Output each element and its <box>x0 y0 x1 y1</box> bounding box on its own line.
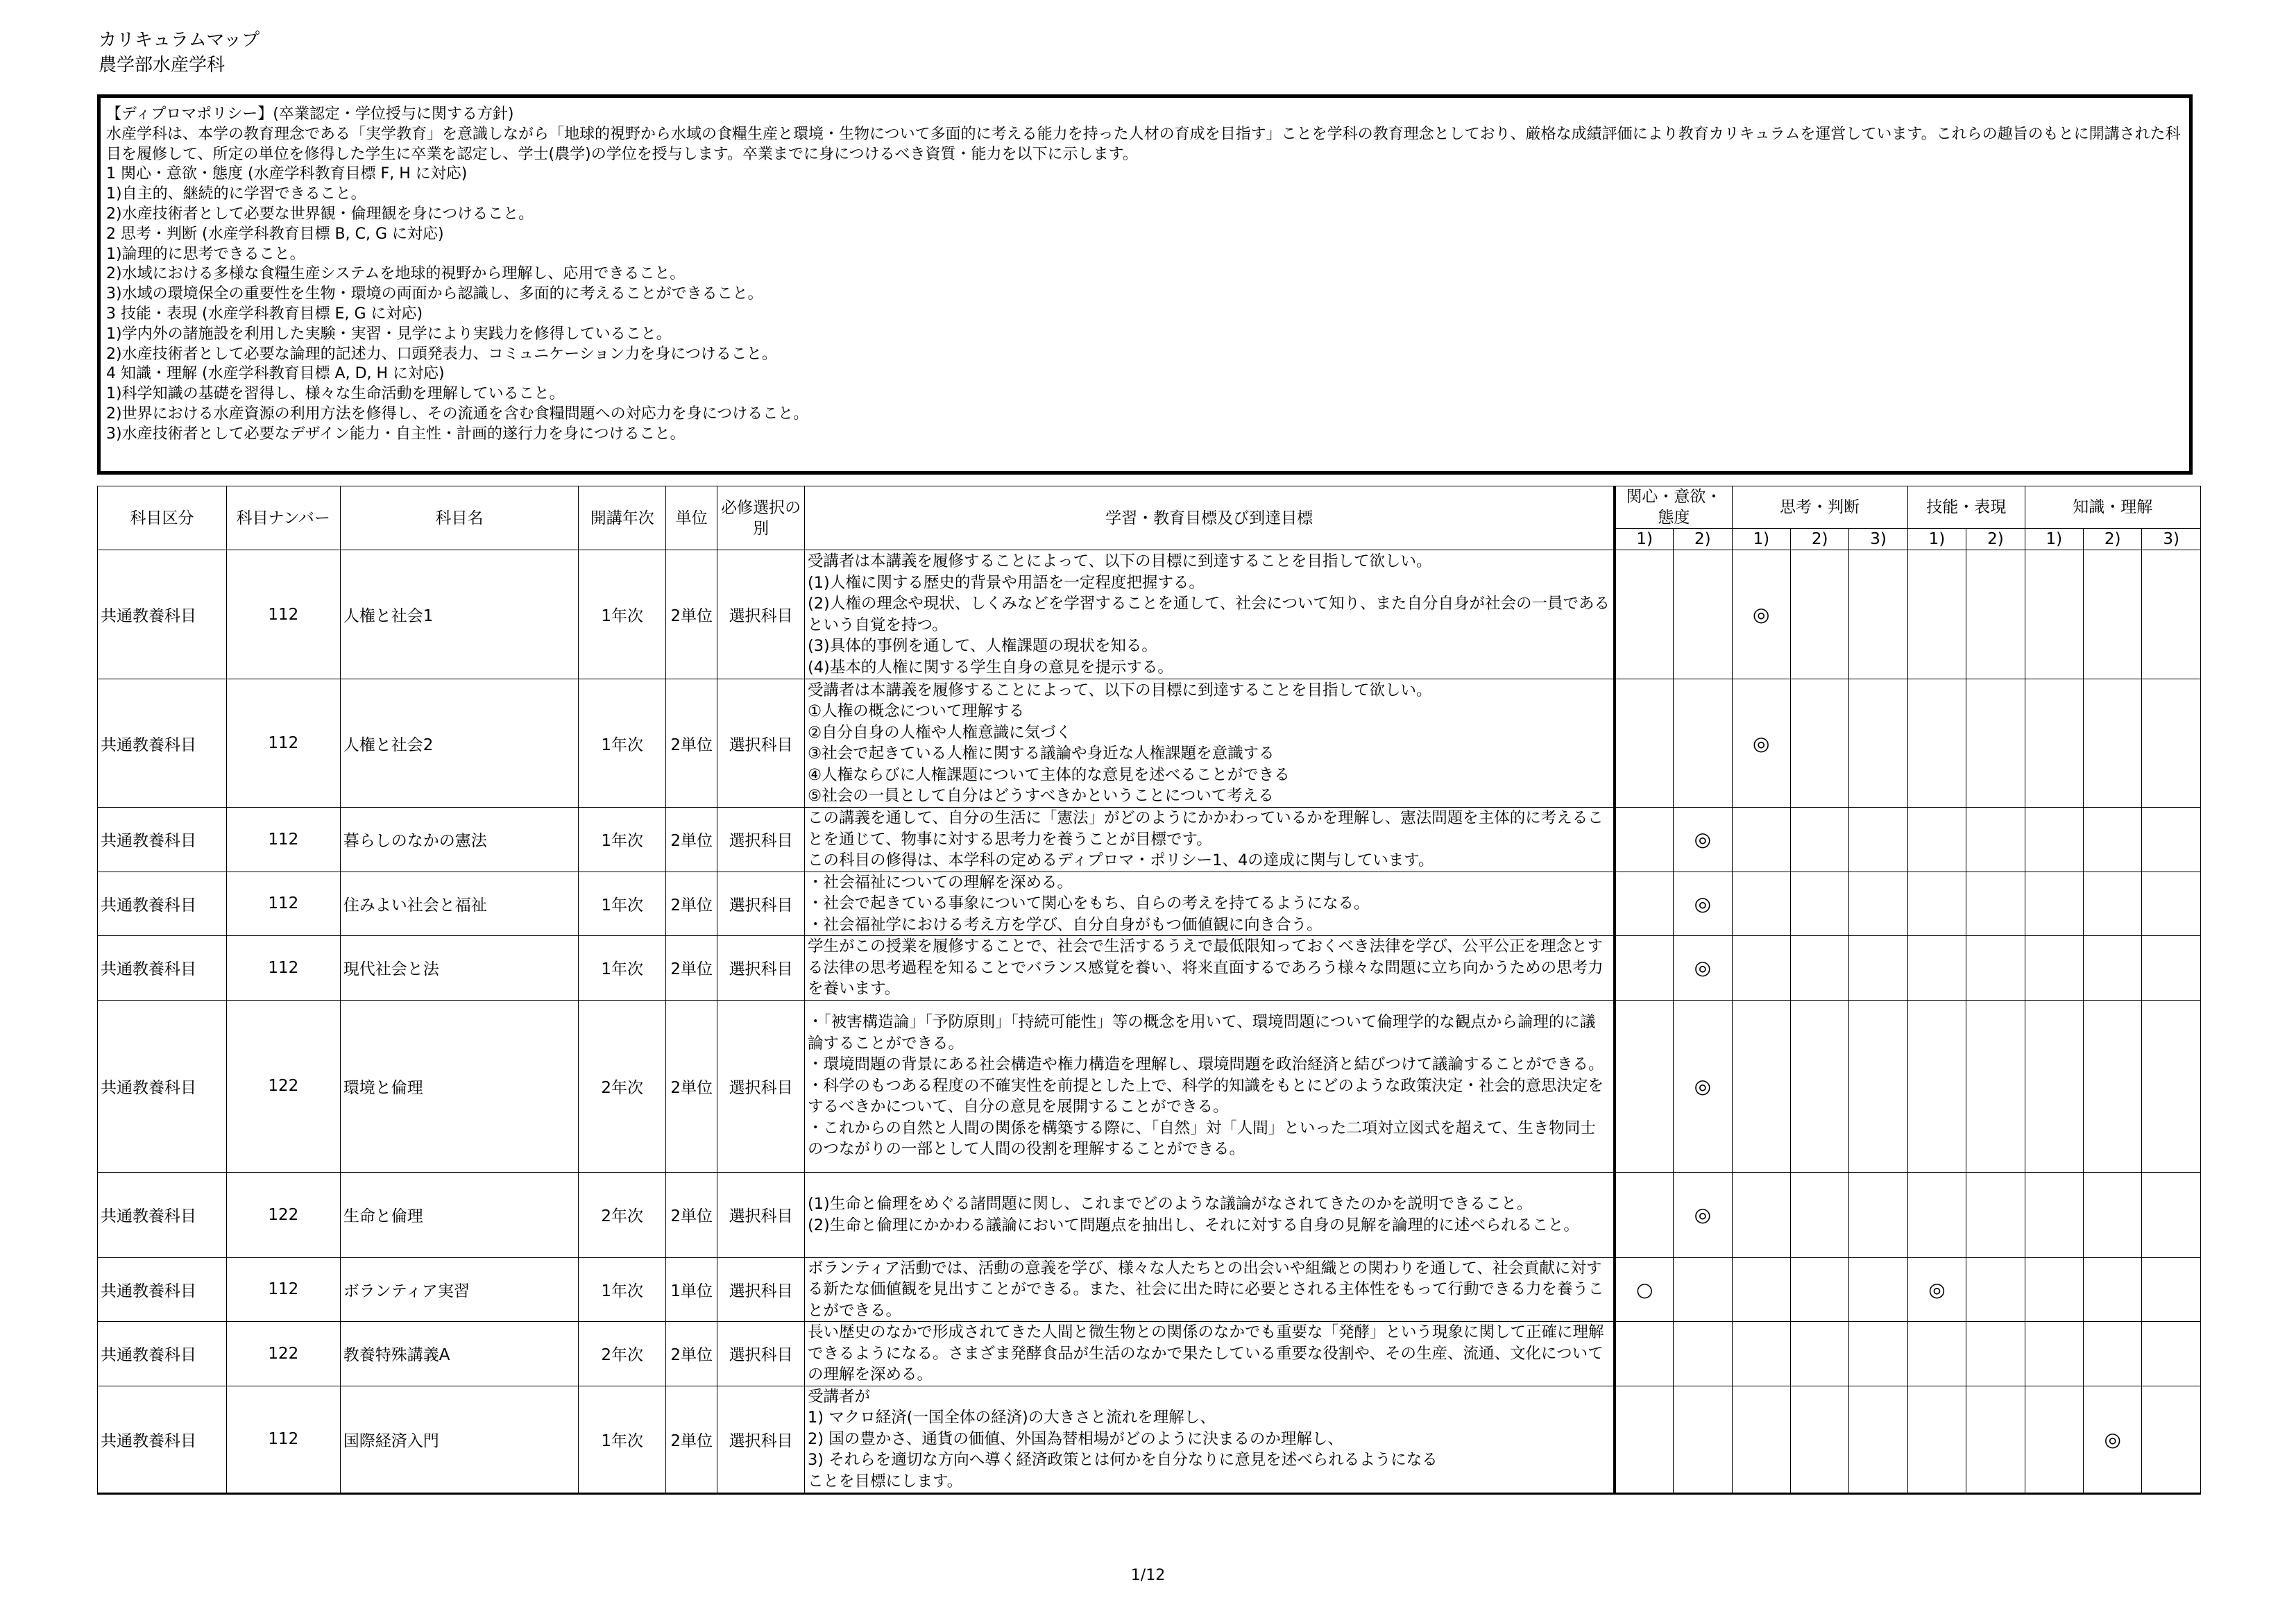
policy-mark-cell <box>1674 679 1732 808</box>
policy-mark-cell <box>1966 872 2025 936</box>
goal-line: ボランティア活動では、活動の意義を学び、様々な人たちとの出会いや組織との関わりを通して、社会貢献に対する新たな価値観を見出すことができる。また、社会に出た時に必要とされる主体性をもって行動できる力を養うことができる。 <box>807 1259 1604 1320</box>
policy-mark-cell <box>1849 808 1907 872</box>
subject-unit: 2単位 <box>666 872 717 936</box>
subject-number: 112 <box>226 936 340 1001</box>
policy-line: 水産学科は、本学の教育理念である「実学教育」を意識しながら「地球的視野から水域の食糧生産と環境・生物について多面的に考える能力を持った人材の育成を目指す」ことを学科の教育理念としており、厳格な成績評価により教育カリキュラムを運営しています。これらの趣旨のもとに開講された科目を履修して、所定の単位を修得した学生に卒業を認定し、学士(農学)の学位を授与します。卒業までに身につけるべき資質・能力を以下に示します。 <box>106 125 2181 163</box>
subject-number: 112 <box>226 550 340 679</box>
policy-mark-cell <box>1966 1386 2025 1493</box>
subject-category: 共通教養科目 <box>98 808 227 872</box>
policy-mark-cell <box>2084 808 2142 872</box>
policy-mark-cell <box>1966 936 2025 1001</box>
header-unit: 単位 <box>666 486 717 550</box>
policy-mark-cell <box>1615 1172 1673 1257</box>
subject-year: 1年次 <box>579 872 666 936</box>
policy-mark-cell <box>2025 936 2083 1001</box>
policy-mark-cell <box>2142 550 2201 679</box>
subject-year: 1年次 <box>579 550 666 679</box>
policy-mark-cell: ○ <box>1615 1257 1673 1322</box>
policy-mark-cell <box>1849 1257 1907 1322</box>
policy-mark-cell <box>2025 1257 2083 1322</box>
policy-mark-cell <box>1849 1172 1907 1257</box>
curriculum-table <box>97 486 2201 1495</box>
goal-line: (1)人権に関する歴史的背景や用語を一定程度把握する。 <box>807 573 1205 592</box>
policy-mark-cell <box>1849 872 1907 936</box>
policy-mark-cell <box>1615 1386 1673 1493</box>
subject-category: 共通教養科目 <box>98 1257 227 1322</box>
policy-mark-cell <box>1790 679 1848 808</box>
header-name: 科目名 <box>340 486 579 550</box>
department-name: 農学部水産学科 <box>99 55 226 76</box>
goal-line: ・科学のもつある程度の不確実性を前提とした上で、科学的知識をもとにどのような政策決定・社会的意思決定をするべきかについて、自分の意見を展開することができる。 <box>807 1076 1604 1116</box>
header-required: 必修選択の別 <box>717 486 805 550</box>
policy-mark-cell: ◎ <box>2084 1386 2142 1493</box>
policy-mark-cell <box>1790 808 1848 872</box>
subject-year: 1年次 <box>579 679 666 808</box>
policy-line: 2)水産技術者として必要な論理的記述力、口頭発表力、コミュニケーション力を身につけること。 <box>106 345 777 363</box>
table-body <box>98 550 2201 1494</box>
policy-mark-cell <box>1615 1000 1673 1172</box>
subject-goals <box>804 872 1615 936</box>
policy-mark-cell <box>2025 1322 2083 1386</box>
subject-goals <box>804 936 1615 1001</box>
policy-mark-cell <box>1907 1322 1966 1386</box>
subject-required: 選択科目 <box>717 936 805 1001</box>
sub-header: 2) <box>1966 529 2025 550</box>
policy-mark-cell <box>1732 1322 1790 1386</box>
policy-mark-cell <box>1790 1322 1848 1386</box>
policy-mark-cell <box>1674 550 1732 679</box>
subject-category: 共通教養科目 <box>98 936 227 1001</box>
policy-mark-cell <box>2084 1000 2142 1172</box>
policy-mark-cell <box>1907 872 1966 936</box>
subject-name: 環境と倫理 <box>340 1000 579 1172</box>
goal-line: この講義を通して、自分の生活に「憲法」がどのようにかかわっているかを理解し、憲法問題を主体的に考えることを通じて、物事に対する思考力を養うことが目標です。 <box>807 809 1604 849</box>
sub-header: 3) <box>2142 529 2201 550</box>
header-knowledge: 知識・理解 <box>2025 486 2200 529</box>
subject-name: 現代社会と法 <box>340 936 579 1001</box>
policy-mark-cell <box>2142 808 2201 872</box>
table-row <box>98 1386 2201 1493</box>
policy-mark-cell <box>1849 1000 1907 1172</box>
subject-number: 122 <box>226 1000 340 1172</box>
subject-name: 教養特殊講義A <box>340 1322 579 1386</box>
subject-number: 112 <box>226 872 340 936</box>
subject-goals <box>804 1257 1615 1322</box>
table-row <box>98 550 2201 679</box>
goal-line: ・環境問題の背景にある社会構造や権力構造を理解し、環境問題を政治経済と結びつけて議論することができる。 <box>807 1055 1604 1074</box>
goal-line: 受講者が <box>807 1387 870 1406</box>
subject-number: 112 <box>226 1386 340 1493</box>
policy-mark-cell <box>1790 1257 1848 1322</box>
subject-unit: 2単位 <box>666 1386 717 1493</box>
policy-mark-cell <box>2142 1000 2201 1172</box>
policy-mark-cell <box>2084 1322 2142 1386</box>
goal-line: 受講者は本講義を履修することによって、以下の目標に到達することを目指して欲しい。 <box>807 552 1432 570</box>
subject-name: 人権と社会1 <box>340 550 579 679</box>
subject-category: 共通教養科目 <box>98 550 227 679</box>
policy-mark-cell <box>1790 550 1848 679</box>
policy-mark-cell <box>1732 808 1790 872</box>
subject-unit: 2単位 <box>666 936 717 1001</box>
policy-mark-cell <box>1966 1257 2025 1322</box>
policy-mark-cell <box>1790 936 1848 1001</box>
subject-unit: 2単位 <box>666 808 717 872</box>
header-interest: 関心・意欲・態度 <box>1615 486 1732 529</box>
sub-header: 2) <box>1674 529 1732 550</box>
subject-name: 生命と倫理 <box>340 1172 579 1257</box>
policy-mark-cell <box>1907 936 1966 1001</box>
policy-mark-cell <box>1732 1386 1790 1493</box>
table-row <box>98 808 2201 872</box>
policy-line: 1)学内外の諸施設を利用した実験・実習・見学により実践力を修得していること。 <box>106 325 672 343</box>
policy-mark-cell <box>1849 1322 1907 1386</box>
subject-goals <box>804 1000 1615 1172</box>
policy-mark-cell <box>1732 1000 1790 1172</box>
policy-mark-cell <box>1732 1257 1790 1322</box>
policy-mark-cell <box>1732 872 1790 936</box>
policy-mark-cell: ◎ <box>1674 872 1732 936</box>
policy-mark-cell <box>2025 679 2083 808</box>
policy-mark-cell <box>1790 1172 1848 1257</box>
policy-mark-cell <box>1790 872 1848 936</box>
header-number: 科目ナンバー <box>226 486 340 550</box>
sub-header: 2) <box>1790 529 1848 550</box>
subject-unit: 2単位 <box>666 1172 717 1257</box>
subject-year: 1年次 <box>579 1257 666 1322</box>
policy-line: 1)科学知識の基礎を習得し、様々な生命活動を理解していること。 <box>106 385 565 403</box>
goal-line: ・社会福祉についての理解を深める。 <box>807 873 1073 892</box>
subject-number: 112 <box>226 679 340 808</box>
policy-mark-cell <box>1674 1322 1732 1386</box>
goal-line: ・「被害構造論」「予防原則」「持続可能性」等の概念を用いて、環境問題について倫理学的な観点から論理的に議論することができる。 <box>807 1013 1596 1053</box>
policy-mark-cell <box>1966 1172 2025 1257</box>
table-row <box>98 1000 2201 1172</box>
policy-mark-cell <box>1732 936 1790 1001</box>
policy-line: 1)論理的に思考できること。 <box>106 245 305 263</box>
subject-name: 人権と社会2 <box>340 679 579 808</box>
policy-line: 1 関心・意欲・態度 (水産学科教育目標 F, H に対応) <box>106 165 468 183</box>
policy-mark-cell <box>2025 550 2083 679</box>
subject-required: 選択科目 <box>717 550 805 679</box>
goal-line: ②自分自身の人権や人権意識に気づく <box>807 723 1072 742</box>
policy-line: 2 思考・判断 (水産学科教育目標 B, C, G に対応) <box>106 225 444 243</box>
goal-line: ④人権ならびに人権課題について主体的な意見を述べることができる <box>807 765 1290 784</box>
policy-mark-cell <box>1849 679 1907 808</box>
policy-mark-cell <box>2142 936 2201 1001</box>
subject-goals <box>804 1322 1615 1386</box>
subject-year: 1年次 <box>579 1386 666 1493</box>
sub-header: 3) <box>1849 529 1907 550</box>
policy-mark-cell <box>1615 872 1673 936</box>
policy-mark-cell <box>1790 1000 1848 1172</box>
subject-name: 国際経済入門 <box>340 1386 579 1493</box>
policy-mark-cell <box>1790 1386 1848 1493</box>
policy-mark-cell <box>1615 808 1673 872</box>
policy-mark-cell: ◎ <box>1732 550 1790 679</box>
subject-year: 2年次 <box>579 1322 666 1386</box>
table-row <box>98 1257 2201 1322</box>
goal-line: (2)人権の理念や現状、しくみなどを学習することを通して、社会について知り、また自分自身が社会の一員であるという自覚を持つ。 <box>807 595 1610 634</box>
policy-mark-cell <box>2084 550 2142 679</box>
subject-category: 共通教養科目 <box>98 1172 227 1257</box>
subject-year: 1年次 <box>579 808 666 872</box>
goal-line: (1)生命と倫理をめぐる諸問題に関し、これまでどのような議論がなされてきたのかを説明できること。 <box>807 1195 1533 1213</box>
document-header <box>99 28 260 78</box>
subject-goals <box>804 550 1615 679</box>
policy-line: 3 技能・表現 (水産学科教育目標 E, G に対応) <box>106 305 423 323</box>
page-number: 1/12 <box>1130 1567 1166 1584</box>
policy-mark-cell <box>1966 808 2025 872</box>
policy-line: 2)水域における多様な食糧生産システムを地球的視野から理解し、応用できること。 <box>106 265 686 283</box>
policy-mark-cell: ◎ <box>1732 679 1790 808</box>
policy-mark-cell <box>1674 1257 1732 1322</box>
subject-goals <box>804 808 1615 872</box>
subject-number: 112 <box>226 1257 340 1322</box>
goal-line: 学生がこの授業を履修することで、社会で生活するうえで最低限知っておくべき法律を学び、公平公正を理念とする法律の思考過程を知ることでバランス感覚を養い、将来直面するであろう様々な問題に立ち向かうための思考力を養います。 <box>807 937 1604 998</box>
subject-unit: 2単位 <box>666 679 717 808</box>
goal-line: ③社会で起きている人権に関する議論や身近な人権課題を意識する <box>807 745 1275 763</box>
goal-line: (3)具体的事例を通して、人権課題の現状を知る。 <box>807 637 1157 655</box>
policy-mark-cell <box>2142 1322 2201 1386</box>
sub-header: 2) <box>2084 529 2142 550</box>
header-year: 開講年次 <box>579 486 666 550</box>
policy-mark-cell <box>2025 1386 2083 1493</box>
subject-category: 共通教養科目 <box>98 1386 227 1493</box>
subject-required: 選択科目 <box>717 679 805 808</box>
sub-header: 1) <box>1907 529 1966 550</box>
document-title: カリキュラムマップ <box>99 30 260 51</box>
sub-header: 1) <box>2025 529 2083 550</box>
subject-name: 住みよい社会と福祉 <box>340 872 579 936</box>
subject-year: 2年次 <box>579 1000 666 1172</box>
subject-number: 122 <box>226 1322 340 1386</box>
subject-name: 暮らしのなかの憲法 <box>340 808 579 872</box>
policy-mark-cell: ◎ <box>1674 1172 1732 1257</box>
goal-line: 受講者は本講義を履修することによって、以下の目標に到達することを目指して欲しい。 <box>807 681 1432 699</box>
subject-goals <box>804 679 1615 808</box>
policy-mark-cell <box>1615 679 1673 808</box>
policy-line: 2)世界における水産資源の利用方法を修得し、その流通を含む食糧問題への対応力を身につけること。 <box>106 405 809 423</box>
policy-mark-cell <box>1849 550 1907 679</box>
policy-mark-cell: ◎ <box>1907 1257 1966 1322</box>
policy-mark-cell <box>1615 936 1673 1001</box>
table-row <box>98 1172 2201 1257</box>
subject-required: 選択科目 <box>717 1000 805 1172</box>
policy-mark-cell <box>2084 1257 2142 1322</box>
policy-mark-cell <box>1615 1322 1673 1386</box>
policy-mark-cell <box>1732 1172 1790 1257</box>
policy-mark-cell <box>1907 1172 1966 1257</box>
subject-name: ボランティア実習 <box>340 1257 579 1322</box>
policy-line: 2)水産技術者として必要な世界観・倫理観を身につけること。 <box>106 205 534 223</box>
subject-required: 選択科目 <box>717 1322 805 1386</box>
policy-mark-cell <box>2025 872 2083 936</box>
policy-mark-cell <box>1907 1386 1966 1493</box>
policy-mark-cell <box>2084 936 2142 1001</box>
policy-mark-cell <box>1907 550 1966 679</box>
table-row <box>98 936 2201 1001</box>
subject-goals <box>804 1172 1615 1257</box>
policy-mark-cell <box>2142 1172 2201 1257</box>
policy-mark-cell <box>2142 872 2201 936</box>
policy-mark-cell <box>2084 1172 2142 1257</box>
policy-mark-cell: ◎ <box>1674 808 1732 872</box>
subject-year: 1年次 <box>579 936 666 1001</box>
policy-mark-cell <box>2142 679 2201 808</box>
policy-mark-cell <box>1907 1000 1966 1172</box>
header-thinking: 思考・判断 <box>1732 486 1907 529</box>
subject-number: 112 <box>226 808 340 872</box>
policy-mark-cell <box>2025 1000 2083 1172</box>
goal-line: (4)基本的人権に関する学生自身の意見を提示する。 <box>807 658 1173 677</box>
policy-line: 3)水域の環境保全の重要性を生物・環境の両面から認識し、多面的に考えることができること。 <box>106 285 763 303</box>
policy-mark-cell <box>1674 1386 1732 1493</box>
policy-mark-cell <box>1966 550 2025 679</box>
sub-header: 1) <box>1732 529 1790 550</box>
policy-mark-cell <box>1966 679 2025 808</box>
subject-goals <box>804 1386 1615 1493</box>
goal-line: ・これからの自然と人間の関係を構築する際に、「自然」対「人間」といった二項対立図式を超えて、生き物同士のつながりの一部として人間の役割を理解することができる。 <box>807 1119 1596 1159</box>
policy-mark-cell <box>1966 1322 2025 1386</box>
policy-line: 【ディプロマポリシー】(卒業認定・学位授与に関する方針) <box>106 105 514 123</box>
header-category: 科目区分 <box>98 486 227 550</box>
header-goals: 学習・教育目標及び到達目標 <box>804 486 1615 550</box>
goal-line: この科目の修得は、本学科の定めるディプロマ・ポリシー1、4の達成に関与しています。 <box>807 851 1434 869</box>
policy-mark-cell <box>2084 872 2142 936</box>
subject-number: 122 <box>226 1172 340 1257</box>
policy-line: 3)水産技術者として必要なデザイン能力・自主性・計画的遂行力を身につけること。 <box>106 425 686 443</box>
table-row <box>98 872 2201 936</box>
policy-mark-cell <box>1966 1000 2025 1172</box>
policy-mark-cell: ◎ <box>1674 1000 1732 1172</box>
subject-unit: 2単位 <box>666 1322 717 1386</box>
policy-mark-cell <box>1849 1386 1907 1493</box>
goal-line: 1) マクロ経済(一国全体の経済)の大きさと流れを理解し、 <box>807 1409 1216 1427</box>
table-row <box>98 679 2201 808</box>
policy-mark-cell <box>2142 1257 2201 1322</box>
subject-year: 2年次 <box>579 1172 666 1257</box>
policy-mark-cell <box>2025 808 2083 872</box>
policy-mark-cell <box>1849 936 1907 1001</box>
subject-required: 選択科目 <box>717 1386 805 1493</box>
policy-mark-cell <box>1907 679 1966 808</box>
subject-category: 共通教養科目 <box>98 872 227 936</box>
goal-line: ①人権の概念について理解する <box>807 702 1025 720</box>
subject-category: 共通教養科目 <box>98 1000 227 1172</box>
policy-line: 1)自主的、継続的に学習できること。 <box>106 185 366 203</box>
subject-required: 選択科目 <box>717 1172 805 1257</box>
goal-line: 2) 国の豊かさ、通貨の価値、外国為替相場がどのように決まるのか理解し、 <box>807 1429 1343 1448</box>
subject-unit: 1単位 <box>666 1257 717 1322</box>
diploma-policy-box <box>97 94 2193 475</box>
subject-required: 選択科目 <box>717 808 805 872</box>
goal-line: ・社会福祉学における考え方を学び、自分自身がもつ価値観に向き合う。 <box>807 915 1323 934</box>
header-skills: 技能・表現 <box>1907 486 2025 529</box>
policy-mark-cell <box>2084 679 2142 808</box>
goal-line: 長い歴史のなかで形成されてきた人間と微生物との関係のなかでも重要な「発酵」という現象に関して正確に理解できるようになる。さまざま発酵食品が生活のなかで果たしている重要な役割や、その生産、流通、文化についての理解を深める。 <box>807 1323 1604 1384</box>
subject-required: 選択科目 <box>717 1257 805 1322</box>
policy-mark-cell <box>2142 1386 2201 1493</box>
policy-mark-cell <box>1907 808 1966 872</box>
subject-required: 選択科目 <box>717 872 805 936</box>
policy-line: 4 知識・理解 (水産学科教育目標 A, D, H に対応) <box>106 365 445 383</box>
sub-header: 1) <box>1615 529 1673 550</box>
subject-unit: 2単位 <box>666 1000 717 1172</box>
subject-category: 共通教養科目 <box>98 1322 227 1386</box>
goal-line: (2)生命と倫理にかかわる議論において問題点を抽出し、それに対する自身の見解を論理的に述べられること。 <box>807 1216 1579 1234</box>
goal-line: ・社会で起きている事象について関心をもち、自らの考えを持てるようになる。 <box>807 894 1370 912</box>
goal-line: ⑤社会の一員として自分はどうすべきかということについて考える <box>807 787 1274 805</box>
policy-mark-cell <box>2025 1172 2083 1257</box>
policy-mark-cell <box>1615 550 1673 679</box>
policy-mark-cell: ◎ <box>1674 936 1732 1001</box>
subject-category: 共通教養科目 <box>98 679 227 808</box>
table-row <box>98 1322 2201 1386</box>
subject-unit: 2単位 <box>666 550 717 679</box>
goal-line: 3) それらを適切な方向へ導く経済政策とは何かを自分なりに意見を述べられるようになる <box>807 1451 1438 1470</box>
goal-line: ことを目標にします。 <box>807 1472 963 1490</box>
